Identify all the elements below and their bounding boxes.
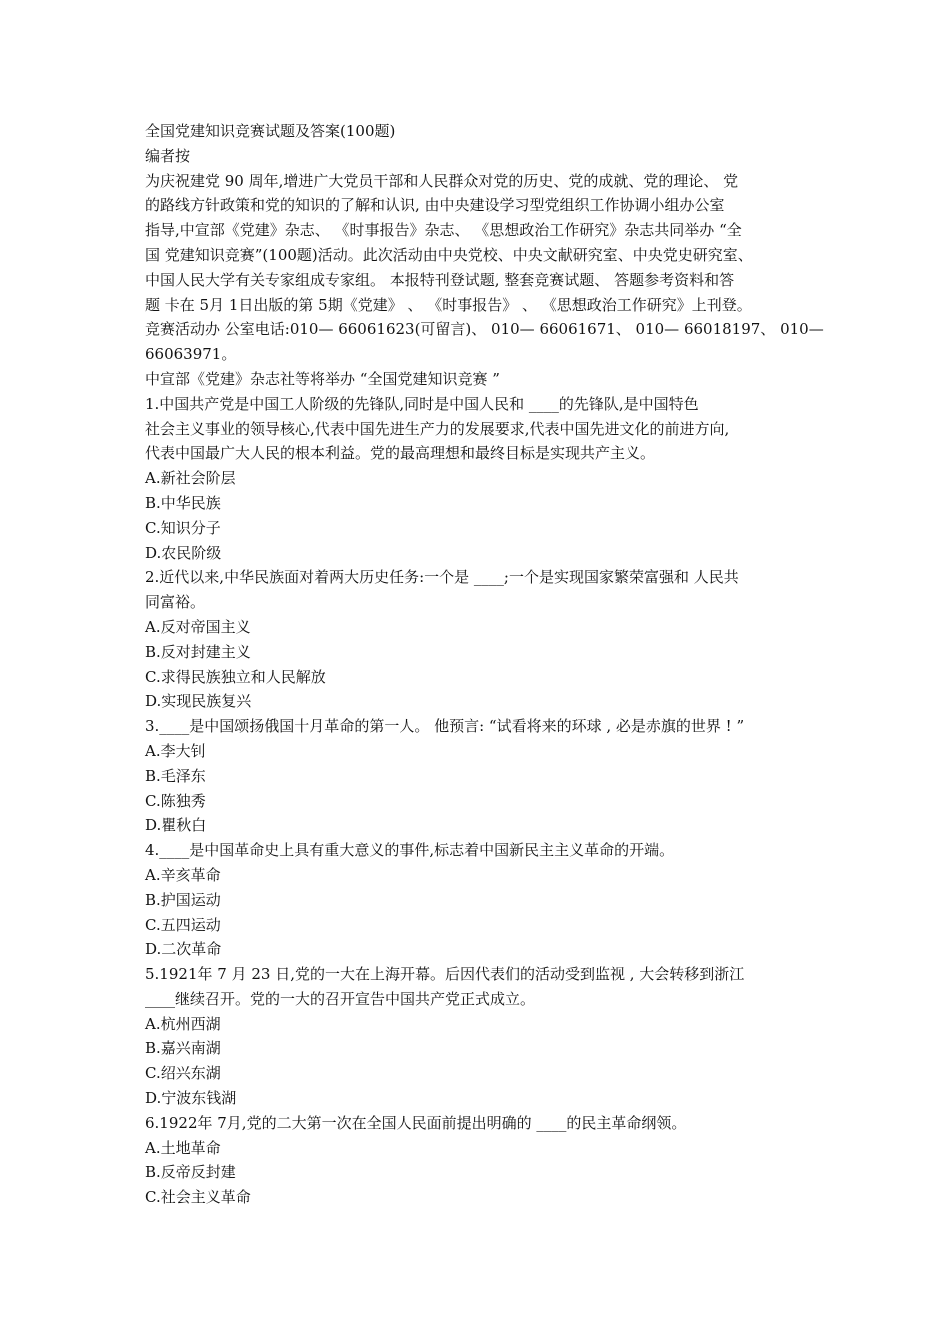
- question-3: [145, 714, 815, 838]
- option-d: D.农民阶级: [145, 543, 222, 562]
- intro-line: 66063971。: [145, 345, 237, 364]
- option-a: A.辛亥革命: [145, 865, 221, 884]
- intro-paragraph: [145, 169, 824, 367]
- option-b: B.中华民族: [145, 493, 221, 512]
- option-c: C.绍兴东湖: [145, 1064, 221, 1083]
- question-stem: 1.中国共产党是中国工人阶级的先锋队,同时是中国人民和 ____的先锋队,是中国特色: [145, 394, 699, 413]
- document-body: [145, 119, 824, 1210]
- editor-note-label: 编者按: [145, 146, 191, 165]
- option-c: C.社会主义革命: [145, 1188, 251, 1207]
- intro-line: 为庆祝建党 90 周年,增进广大党员干部和人民群众对党的历史、党的成就、党的理论、 党: [145, 171, 739, 190]
- option-a: A.新社会阶层: [145, 469, 236, 488]
- option-c: C.陈独秀: [145, 791, 206, 810]
- question-stem: 5.1921年 7 月 23 日,党的一大在上海开幕。后因代表们的活动受到监视 , 大会转移到浙江: [145, 965, 745, 984]
- option-a: A.反对帝国主义: [145, 617, 251, 636]
- option-d: D.瞿秋白: [145, 816, 207, 835]
- document-title: 全国党建知识竞赛试题及答案(100题): [145, 122, 396, 140]
- question-stem: ____继续召开。党的一大的召开宣告中国共产党正式成立。: [145, 989, 536, 1008]
- question-4: [145, 838, 815, 962]
- intro-line: 中国人民大学有关专家组成专家组。 本报特刊登试题, 整套竞赛试题、 答题参考资料和答: [145, 270, 735, 289]
- question-stem: 4.____是中国革命史上具有重大意义的事件,标志着中国新民主主义革命的开端。: [145, 841, 675, 860]
- option-a: A.杭州西湖: [145, 1014, 221, 1033]
- question-stem: 2.近代以来,中华民族面对着两大历史任务:一个是 ____;一个是实现国家繁荣富强和 人民共: [145, 568, 739, 587]
- option-b: B.护国运动: [145, 890, 221, 909]
- question-2: [145, 565, 815, 714]
- option-c: C.五四运动: [145, 915, 221, 934]
- question-stem: 同富裕。: [145, 593, 206, 612]
- question-stem: 社会主义事业的领导核心,代表中国先进生产力的发展要求,代表中国先进文化的前进方向,: [145, 419, 730, 438]
- question-stem: 3.____是中国颂扬俄国十月革命的第一人。 他预言: “试看将来的环球 , 必是赤旗的世界 ! ”: [145, 717, 745, 736]
- intro-line: 的路线方针政策和党的知识的了解和认识, 由中央建设学习型党组织工作协调小组办公室: [145, 196, 725, 215]
- option-b: B.反对封建主义: [145, 642, 251, 661]
- option-a: A.李大钊: [145, 741, 206, 760]
- option-b: B.嘉兴南湖: [145, 1039, 221, 1058]
- intro-line: 题 卡在 5月 1日出版的第 5期《党建》 、 《时事报告》 、 《思想政治工作研究》上刊登。: [145, 295, 752, 314]
- option-d: D.二次革命: [145, 940, 222, 959]
- announcement-heading: 中宣部《党建》杂志社等将举办 “全国党建知识竞赛 ”: [145, 369, 500, 388]
- question-stem: 代表中国最广大人民的根本利益。党的最高理想和最终目标是实现共产主义。: [145, 444, 656, 463]
- option-c: C.求得民族独立和人民解放: [145, 667, 326, 686]
- question-6: [145, 1111, 815, 1210]
- option-c: C.知识分子: [145, 518, 221, 537]
- option-b: B.反帝反封建: [145, 1163, 236, 1182]
- option-a: A.土地革命: [145, 1138, 221, 1157]
- question-1: [145, 392, 815, 566]
- intro-line: 指导,中宣部《党建》杂志、 《时事报告》杂志、 《思想政治工作研究》杂志共同举办 “全: [145, 221, 742, 240]
- option-d: D.实现民族复兴: [145, 692, 252, 711]
- intro-line: 竞赛活动办 公室电话:010— 66061623(可留言)、 010— 66061671、 010— 66018197、 010—: [145, 320, 824, 339]
- intro-line: 国 党建知识竞赛”(100题)活动。此次活动由中央党校、中央文献研究室、中央党史研究室、: [145, 245, 753, 264]
- question-5: [145, 962, 815, 1111]
- option-b: B.毛泽东: [145, 766, 206, 785]
- option-d: D.宁波东钱湖: [145, 1089, 237, 1108]
- question-stem: 6.1922年 7月,党的二大第一次在全国人民面前提出明确的 ____的民主革命纲领。: [145, 1113, 687, 1132]
